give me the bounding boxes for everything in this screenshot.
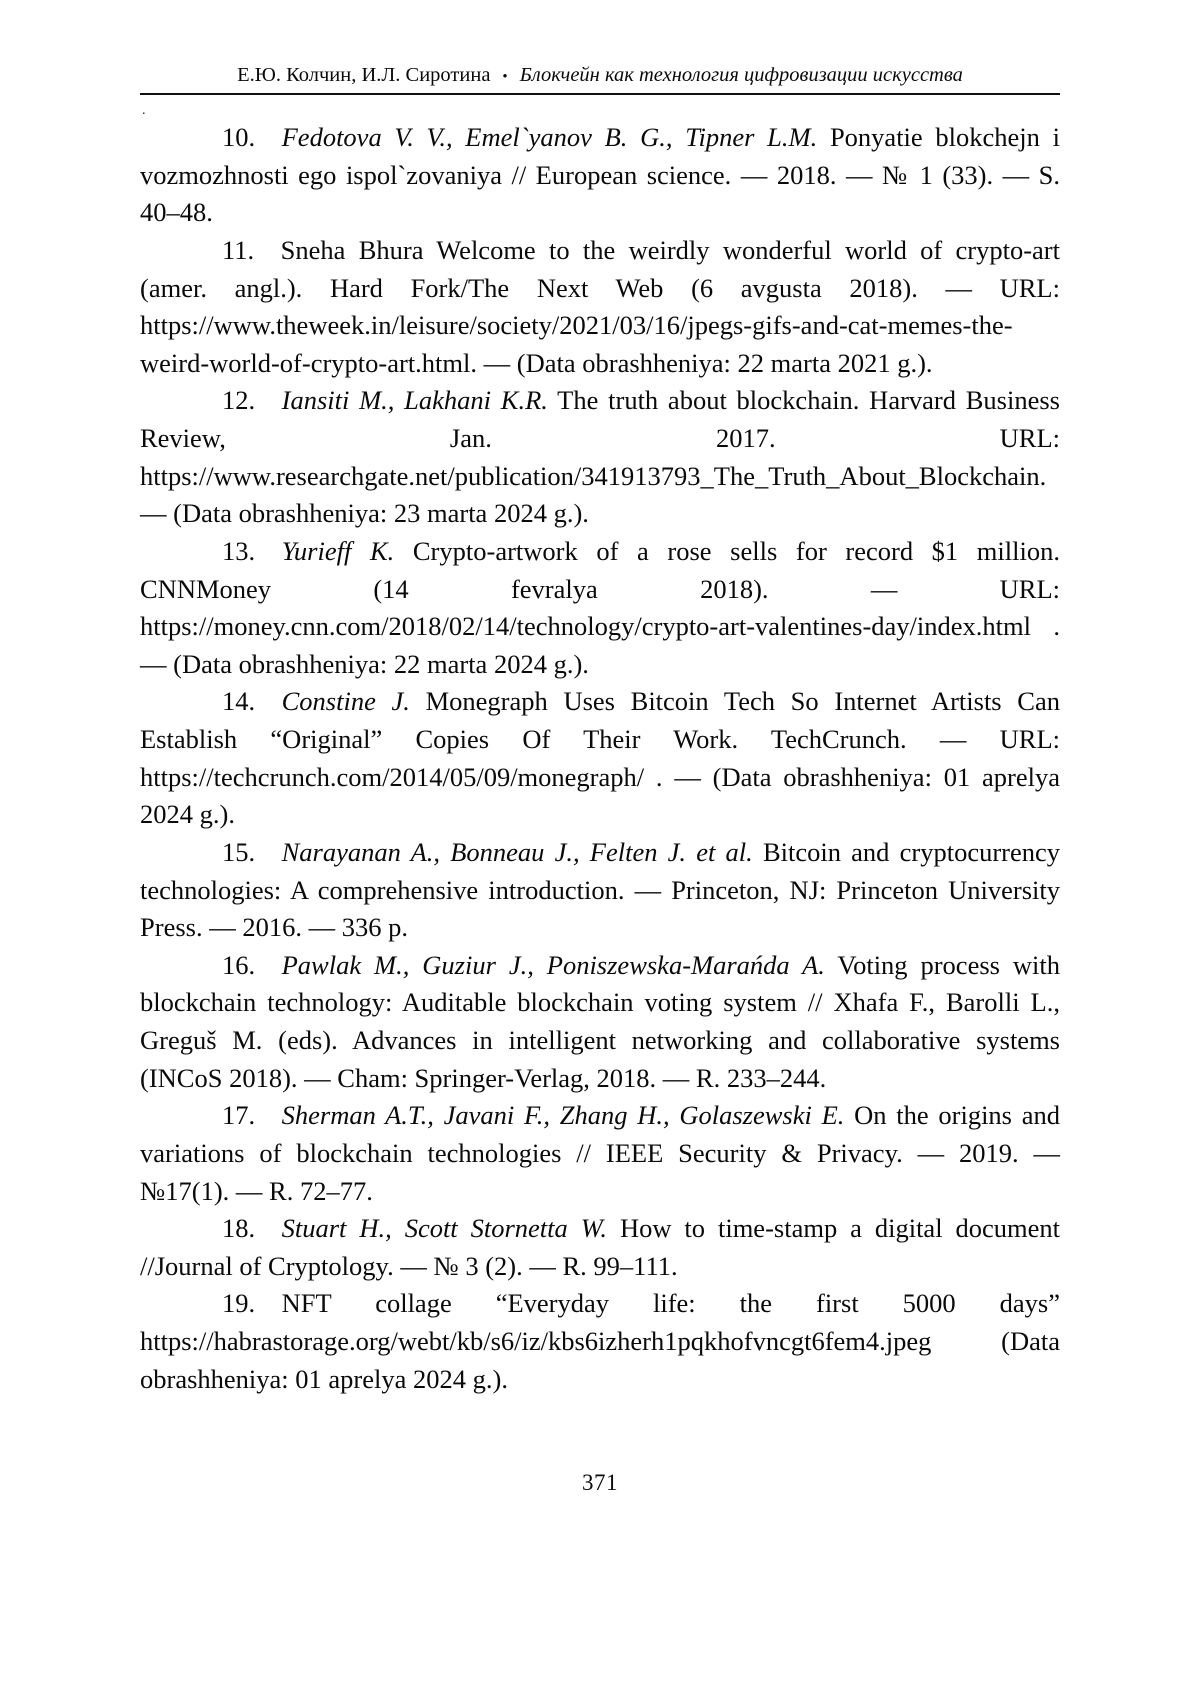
reference-number: 10. (222, 122, 282, 152)
reference-text: NFT collage “Everyday life: the first 5000 days” https://habrastorage.org/webt/kb/s6/iz/kbs6izherh1pqkhofvncgt6fem4.jpeg (Data obrashheniya: 01 aprelya 2024 g.). (140, 1288, 1060, 1394)
reference-number: 11. (222, 234, 281, 265)
reference-item (140, 683, 1060, 834)
running-head-authors: Е.Ю. Колчин, И.Л. Сиротина (237, 64, 491, 86)
reference-item (140, 947, 1060, 1098)
reference-number: 19. (222, 1288, 282, 1319)
reference-text: Bitcoin and cryptocurrency technologies: A comprehensive introduction. — Princeton, NJ: Princeton University Press. — 2016. — 336 p. (140, 836, 1061, 943)
running-head (140, 64, 1060, 93)
reference-text: Monegraph Uses Bitcoin Tech So Internet Artists Can Establish “Original” Copies Of Their Work. TechCrunch. — URL: https://techcrunch.com/2014/05/09/monegraph/ . — (Data obrashheniya: 01 aprelya 2024 g.). (140, 686, 1060, 830)
reference-list (140, 119, 1060, 1398)
stray-mark: . (142, 103, 146, 118)
reference-number: 13. (222, 535, 282, 566)
reference-text: The truth about blockchain. Harvard Business Review, Jan. 2017. URL: https://www.researchgate.net/publication/341913793_The_Truth_About_Blockchain. — (Data obrashheniya: 23 marta 2024 g.). (140, 385, 1060, 529)
running-head-title: Блокчейн как технология цифровизации искусства (519, 64, 963, 86)
reference-authors: Fedotova V. V., Emel`yanov B. G., Tipner L.M. (281, 122, 818, 152)
reference-number: 14. (222, 686, 282, 717)
reference-number: 17. (222, 1100, 282, 1131)
reference-authors: Iansiti M., Lakhani K.R. (281, 385, 548, 416)
page-number: 371 (582, 1470, 618, 1495)
reference-item (140, 119, 1060, 232)
reference-text: How to time-stamp a digital document //Journal of Cryptology. — № 3 (2). — R. 99–111. (140, 1213, 1060, 1281)
reference-item (140, 1097, 1060, 1210)
reference-item (140, 834, 1060, 947)
reference-text: On the origins and variations of blockchain technologies // IEEE Security & Privacy. — 2019. — №17(1). — R. 72–77. (140, 1100, 1060, 1206)
reference-number: 12. (222, 385, 282, 416)
reference-item (140, 382, 1060, 533)
reference-number: 18. (222, 1213, 282, 1244)
running-head-separator: • (502, 69, 508, 85)
reference-text: Voting process with blockchain technology: Auditable blockchain voting system // Xhafa F., Barolli L., Greguš M. (eds). Advances in intelligent networking and collaborative systems (INCoS 2018). — Cham: Springer-Verlag, 2018. — R. 233–244. (140, 949, 1060, 1093)
reference-authors: Pawlak M., Guziur J., Poniszewska-Marańda A. (281, 949, 825, 980)
reference-item (140, 1210, 1060, 1285)
reference-number: 16. (222, 949, 282, 980)
reference-authors: Yurieff K. (281, 535, 395, 566)
reference-item (140, 533, 1060, 684)
reference-authors: Stuart H., Scott Stornetta W. (281, 1213, 607, 1244)
reference-item (140, 1285, 1060, 1398)
reference-authors: Sherman A.T., Javani F., Zhang H., Golaszewski E. (281, 1100, 845, 1131)
reference-text: Crypto-artwork of a rose sells for record $1 million. CNNMoney (14 fevralya 2018). — URL: https://money.cnn.com/2018/02/14/technology/crypto-art-valentines-day/index.html . — (Data obrashheniya: 22 marta 2024 g.). (140, 535, 1060, 679)
reference-text: Sneha Bhura Welcome to the weirdly wonderful world of crypto-art (amer. angl.). Hard Fork/The Next Web (6 avgusta 2018). — URL: https://www.theweek.in/leisure/society/2021/03/16/jpegs-gifs-and-cat-memes-the-weird-world-of-crypto-art.html. — (Data obrashheniya: 22 marta 2021 g.). (140, 234, 1060, 378)
reference-item (140, 232, 1060, 383)
reference-number: 15. (222, 836, 282, 867)
header-rule (140, 93, 1060, 95)
reference-authors: Constine J. (281, 686, 410, 717)
reference-authors: Narayanan A., Bonneau J., Felten J. et al. (281, 836, 753, 867)
reference-text: Ponyatie blokchejn i vozmozhnosti ego ispol`zovaniya // European science. — 2018. — № 1 (33). — S. 40–48. (140, 122, 1060, 228)
